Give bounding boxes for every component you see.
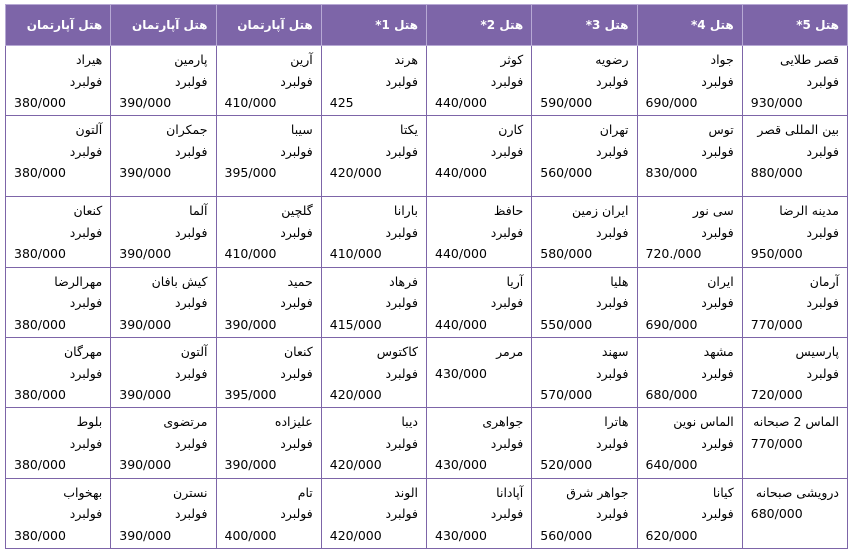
meal-plan: فولبرد	[175, 435, 208, 451]
meal-plan: فولبرد	[490, 295, 524, 311]
meal-plan: فولبرد	[69, 224, 103, 240]
price: 415/000	[329, 316, 382, 332]
hotel-cell	[216, 197, 321, 267]
price: 720/000	[750, 387, 803, 403]
hotel-name: تام	[297, 484, 313, 500]
price: 770/000	[750, 435, 803, 451]
hotel-name: کیانا	[712, 484, 734, 500]
hotel-name: مرتضوی	[163, 414, 208, 430]
meal-plan: فولبرد	[701, 506, 734, 522]
price: 390/000	[119, 527, 172, 543]
hotel-cell	[532, 338, 637, 408]
price: 440/000	[435, 246, 487, 262]
hotel-cell	[216, 478, 321, 548]
price: 390/000	[119, 387, 172, 403]
header-1-star: هتل 1*	[321, 5, 426, 46]
header-2-star: هتل 2*	[427, 5, 532, 46]
price: 430/000	[435, 457, 487, 473]
price: 390/000	[119, 95, 172, 110]
hotel-name: یکتا	[400, 122, 418, 138]
hotel-name: کارن	[498, 122, 524, 138]
header-apartment-2: هتل آپارتمان	[111, 5, 216, 46]
meal-plan: فولبرد	[280, 143, 313, 159]
meal-plan: فولبرد	[490, 73, 524, 89]
price: 440/000	[435, 95, 487, 110]
hotel-cell	[427, 267, 532, 337]
hotel-name: جمکران	[166, 122, 208, 138]
meal-plan: فولبرد	[175, 73, 208, 89]
hotel-cell	[427, 408, 532, 478]
hotel-cell	[532, 478, 637, 548]
header-apartment-1: هتل آپارتمان	[216, 5, 321, 46]
hotel-name: الماس نوین	[673, 414, 734, 430]
hotel-cell	[427, 338, 532, 408]
meal-plan: فولبرد	[280, 506, 313, 522]
meal-plan: فولبرد	[280, 295, 313, 311]
hotel-name: پارمین	[174, 52, 208, 67]
hotel-name: تهران	[599, 122, 629, 138]
meal-plan: فولبرد	[69, 73, 103, 89]
hotel-name: گلچین	[281, 203, 313, 219]
hotel-name: آرمان	[809, 273, 839, 289]
hotel-name: سیبا	[290, 122, 313, 138]
price: 410/000	[224, 95, 277, 110]
meal-plan: فولبرد	[701, 73, 734, 89]
hotel-name: نسترن	[173, 484, 208, 500]
price: 690/000	[645, 95, 698, 110]
hotel-name: هرند	[394, 52, 418, 67]
header-row	[6, 5, 848, 46]
hotel-cell	[321, 338, 426, 408]
hotel-name: ایران	[707, 273, 734, 289]
table-row	[6, 338, 848, 408]
price: 880/000	[750, 165, 803, 181]
hotel-cell	[532, 46, 637, 116]
price: 830/000	[645, 165, 698, 181]
price: 430/000	[435, 527, 487, 543]
price: 430/000	[435, 365, 487, 381]
hotel-cell	[742, 338, 847, 408]
hotel-cell	[321, 46, 426, 116]
price: 720./000	[645, 246, 702, 262]
hotel-name: حمید	[287, 273, 313, 289]
price: 580/000	[540, 246, 593, 262]
hotel-name: بین المللی قصر	[757, 122, 839, 138]
price: 410/000	[224, 246, 277, 262]
table-body	[6, 46, 848, 549]
meal-plan: فولبرد	[175, 506, 208, 522]
hotel-name: حافظ	[493, 203, 524, 219]
hotel-cell	[321, 408, 426, 478]
hotel-name: بهخواب	[63, 484, 103, 500]
hotel-cell	[532, 408, 637, 478]
meal-plan: فولبرد	[490, 143, 524, 159]
hotel-name: آلتون	[75, 122, 103, 138]
hotel-cell	[111, 197, 216, 267]
meal-plan: فولبرد	[280, 435, 313, 451]
hotel-name: بارانا	[393, 203, 418, 219]
price: 380/000	[14, 527, 66, 543]
price: 425	[329, 95, 354, 110]
meal-plan: فولبرد	[385, 73, 418, 89]
meal-plan: فولبرد	[806, 295, 839, 311]
hotel-cell	[321, 267, 426, 337]
meal-plan: فولبرد	[175, 365, 208, 381]
price: 380/000	[14, 457, 66, 473]
price: 400/000	[224, 527, 277, 543]
meal-plan: فولبرد	[385, 295, 418, 311]
hotel-cell	[637, 338, 742, 408]
meal-plan: فولبرد	[69, 506, 103, 522]
price: 520/000	[540, 457, 593, 473]
hotel-cell	[216, 408, 321, 478]
price: 560/000	[540, 165, 593, 181]
meal-plan: فولبرد	[385, 365, 418, 381]
meal-plan: فولبرد	[385, 224, 418, 240]
meal-plan: فولبرد	[806, 224, 839, 240]
hotel-cell	[111, 478, 216, 548]
hotel-name: مرمر	[496, 344, 524, 360]
hotel-name: درویشی صبحانه	[755, 484, 839, 500]
hotel-cell	[742, 408, 847, 478]
header-apartment-3: هتل آپارتمان	[6, 5, 111, 46]
header-3-star: هتل 3*	[532, 5, 637, 46]
hotel-name: آرین	[290, 52, 313, 67]
hotel-cell	[216, 267, 321, 337]
meal-plan: فولبرد	[596, 295, 629, 311]
hotel-name: آلما	[189, 203, 208, 219]
hotel-name: آپادانا	[496, 484, 524, 500]
price: 380/000	[14, 316, 66, 332]
hotel-name: بلوط	[76, 414, 103, 430]
hotel-name: الماس 2 صبحانه	[753, 414, 839, 430]
meal-plan: فولبرد	[596, 224, 629, 240]
meal-plan: فولبرد	[596, 435, 629, 451]
hotel-cell	[321, 116, 426, 197]
meal-plan: فولبرد	[385, 435, 418, 451]
price: 440/000	[435, 165, 487, 181]
meal-plan: فولبرد	[385, 143, 418, 159]
hotel-name: مدینه الرضا	[779, 203, 839, 219]
price: 390/000	[119, 246, 172, 262]
table-row	[6, 197, 848, 267]
hotel-cell	[216, 116, 321, 197]
hotel-cell	[427, 116, 532, 197]
hotel-cell	[6, 116, 111, 197]
meal-plan: فولبرد	[69, 365, 103, 381]
hotel-name: سهند	[601, 344, 629, 360]
meal-plan: فولبرد	[280, 224, 313, 240]
hotel-cell	[6, 46, 111, 116]
price: 390/000	[119, 165, 172, 181]
hotel-name: هیراد	[75, 52, 103, 67]
meal-plan: فولبرد	[806, 143, 839, 159]
hotel-cell	[742, 46, 847, 116]
hotel-name: الوند	[394, 484, 418, 500]
price: 380/000	[14, 246, 66, 262]
hotel-cell	[321, 478, 426, 548]
hotel-cell	[637, 46, 742, 116]
hotel-name: کنعان	[73, 203, 103, 219]
table-row	[6, 478, 848, 548]
hotel-name: جواهر شرق	[566, 484, 629, 500]
price: 380/000	[14, 387, 66, 403]
hotel-price-table	[5, 4, 848, 549]
hotel-cell	[532, 267, 637, 337]
hotel-name: مشهد	[703, 344, 734, 360]
hotel-cell	[6, 338, 111, 408]
hotel-cell	[111, 46, 216, 116]
hotel-name: ایران زمین	[572, 203, 629, 219]
meal-plan: فولبرد	[701, 435, 734, 451]
price: 390/000	[119, 316, 172, 332]
hotel-name: کاکتوس	[376, 344, 418, 360]
price: 390/000	[224, 457, 277, 473]
meal-plan: فولبرد	[385, 506, 418, 522]
hotel-cell	[216, 46, 321, 116]
hotel-cell	[427, 197, 532, 267]
price: 395/000	[224, 387, 277, 403]
price: 380/000	[14, 95, 66, 110]
price: 420/000	[329, 165, 382, 181]
price: 420/000	[329, 457, 382, 473]
price: 950/000	[750, 246, 803, 262]
hotel-name: توس	[708, 122, 734, 138]
price: 395/000	[224, 165, 277, 181]
price: 770/000	[750, 316, 803, 332]
hotel-cell	[216, 338, 321, 408]
price: 560/000	[540, 527, 593, 543]
price: 390/000	[224, 316, 277, 332]
price: 640/000	[645, 457, 698, 473]
price: 590/000	[540, 95, 593, 110]
hotel-cell	[742, 197, 847, 267]
meal-plan: فولبرد	[69, 295, 103, 311]
price: 390/000	[119, 457, 172, 473]
hotel-cell	[742, 267, 847, 337]
hotel-cell	[742, 116, 847, 197]
hotel-cell	[6, 267, 111, 337]
hotel-cell	[6, 197, 111, 267]
meal-plan: فولبرد	[490, 506, 524, 522]
hotel-name: مهرگان	[63, 344, 103, 360]
meal-plan: فولبرد	[69, 435, 103, 451]
price: 680/000	[750, 506, 803, 522]
table-row	[6, 116, 848, 197]
hotel-name: آریا	[506, 273, 524, 289]
hotel-name: مهرالرضا	[54, 273, 103, 289]
meal-plan: فولبرد	[596, 73, 629, 89]
hotel-price-table-wrapper	[5, 4, 848, 549]
hotel-name: سی نور	[692, 203, 734, 219]
price: 410/000	[329, 246, 382, 262]
price: 620/000	[645, 527, 698, 543]
meal-plan: فولبرد	[701, 365, 734, 381]
price: 440/000	[435, 316, 487, 332]
price: 550/000	[540, 316, 593, 332]
hotel-cell	[637, 408, 742, 478]
header-4-star: هتل 4*	[637, 5, 742, 46]
hotel-cell	[6, 478, 111, 548]
header-5-star: هتل 5*	[742, 5, 847, 46]
price: 570/000	[540, 387, 593, 403]
meal-plan: فولبرد	[175, 224, 208, 240]
hotel-cell	[111, 267, 216, 337]
hotel-cell	[321, 197, 426, 267]
hotel-cell	[427, 46, 532, 116]
hotel-name: دیبا	[401, 414, 418, 430]
hotel-cell	[532, 116, 637, 197]
meal-plan: فولبرد	[490, 435, 524, 451]
hotel-cell	[6, 408, 111, 478]
hotel-name: رضویه	[595, 52, 629, 67]
hotel-name: کنعان	[284, 344, 313, 360]
price: 690/000	[645, 316, 698, 332]
hotel-name: قصر طلایی	[780, 52, 839, 67]
meal-plan: فولبرد	[280, 73, 313, 89]
meal-plan: فولبرد	[596, 143, 629, 159]
meal-plan: فولبرد	[490, 224, 524, 240]
hotel-cell	[111, 338, 216, 408]
price: 380/000	[14, 165, 66, 181]
meal-plan: فولبرد	[175, 143, 208, 159]
hotel-name: کوثر	[500, 52, 524, 67]
hotel-cell	[637, 197, 742, 267]
price: 420/000	[329, 387, 382, 403]
hotel-name: هلیا	[610, 273, 629, 289]
table-row	[6, 408, 848, 478]
table-row	[6, 267, 848, 337]
meal-plan: فولبرد	[596, 365, 629, 381]
hotel-cell	[111, 116, 216, 197]
hotel-name: پارسیس	[795, 344, 839, 360]
meal-plan: فولبرد	[701, 295, 734, 311]
hotel-cell	[427, 478, 532, 548]
meal-plan: فولبرد	[701, 224, 734, 240]
hotel-cell	[637, 267, 742, 337]
meal-plan: فولبرد	[806, 365, 839, 381]
hotel-name: فرهاد	[389, 273, 418, 289]
meal-plan: فولبرد	[280, 365, 313, 381]
hotel-cell	[111, 408, 216, 478]
meal-plan: فولبرد	[596, 506, 629, 522]
meal-plan: فولبرد	[806, 73, 839, 89]
price: 930/000	[750, 95, 803, 110]
table-row	[6, 46, 848, 116]
hotel-cell	[742, 478, 847, 548]
price: 420/000	[329, 527, 382, 543]
hotel-name: آلتون	[180, 344, 208, 360]
meal-plan: فولبرد	[701, 143, 734, 159]
hotel-name: جواد	[710, 52, 734, 67]
hotel-name: جواهری	[482, 414, 524, 430]
meal-plan: فولبرد	[175, 295, 208, 311]
hotel-name: کیش بافان	[151, 273, 208, 289]
price: 680/000	[645, 387, 698, 403]
hotel-name: هاترا	[604, 414, 629, 430]
hotel-cell	[637, 116, 742, 197]
hotel-cell	[637, 478, 742, 548]
hotel-name: علیزاده	[274, 414, 313, 430]
hotel-cell	[532, 197, 637, 267]
meal-plan: فولبرد	[69, 143, 103, 159]
